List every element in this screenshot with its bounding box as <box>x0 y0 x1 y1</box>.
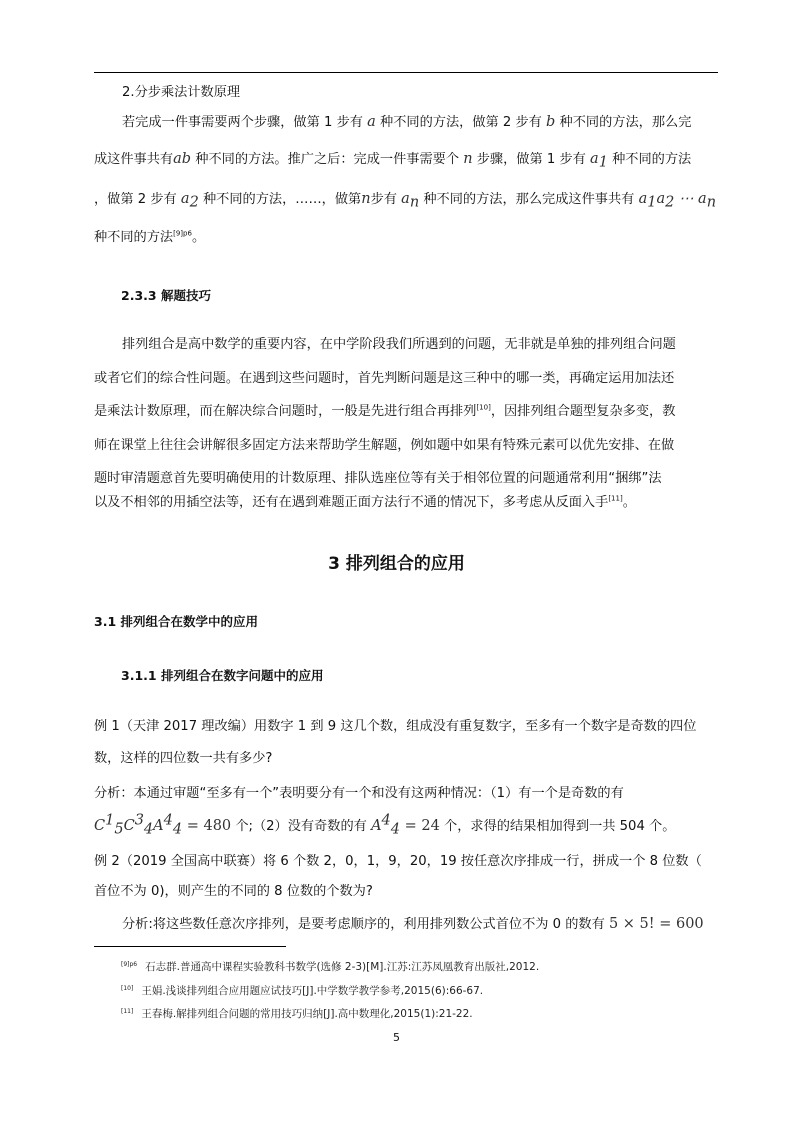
analysis-formula-line: $C^1_5C^3_4A^4_4 = 480$ 个;（2）没有奇数的有 $A^4_4 = 24$ 个，求得的结果相加得到一共 504 个。 <box>94 812 676 838</box>
paragraph-line: 题时审清题意首先要明确使用的计数原理、排队选座位等有关于相邻位置的问题通常利用“捆绑”法 <box>94 471 662 486</box>
analysis-line: 分析：本通过审题“至多有一个”表明要分有一个和没有这两种情况：（1）有一个是奇数的有 <box>94 786 624 801</box>
citation-ref: [10] <box>476 403 491 412</box>
footnote-rule <box>94 946 286 947</box>
subsection-heading: 2.3.3 解题技巧 <box>121 288 211 303</box>
example-line: 数，这样的四位数一共有多少? <box>94 751 273 766</box>
footnote: $^{[9]p6}$ 石志群.普通高中课程实验教科书数学(选修 2-3)[M].江苏:江苏凤凰教育出版社,2012. <box>121 960 540 973</box>
citation-ref: [11] <box>608 494 623 503</box>
page-number: 5 <box>393 1031 400 1044</box>
chapter-heading: 3 排列组合的应用 <box>328 554 465 574</box>
paragraph-line: 排列组合是高中数学的重要内容，在中学阶段我们所遇到的问题，无非就是单独的排列组合问题 <box>122 337 676 352</box>
paragraph-line: 种不同的方法$^{[9]p6}$。 <box>94 229 206 245</box>
section-heading: 3.1 排列组合在数学中的应用 <box>94 614 258 629</box>
subsection-heading: 3.1.1 排列组合在数字问题中的应用 <box>121 668 324 683</box>
example-line: 例 1（天津 2017 理改编）用数字 1 到 9 这几个数，组成没有重复数字，至多有一个数字是奇数的四位 <box>94 719 697 734</box>
footnote: [10] 王娟.浅谈排列组合应用题应试技巧[J].中学数学教学参考,2015(6):66-67. <box>121 984 484 997</box>
paragraph-line: 若完成一件事需要两个步骤，做第 1 步有 a 种不同的方法，做第 2 步有 b 种不同的方法，那么完 <box>122 114 692 130</box>
header-rule <box>94 72 718 73</box>
example-line: 首位不为 0)，则产生的不同的 8 位数的个数为? <box>94 884 373 899</box>
example-line: 例 2（2019 全国高中联赛）将 6 个数 2，0，1，9，20，19 按任意次序排成一行，拼成一个 8 位数（ <box>94 854 702 869</box>
footnote: [11] 王春梅.解排列组合问题的常用技巧归纳[J].高中数理化,2015(1):21-22. <box>121 1007 473 1020</box>
subsection-title: 2.分步乘法计数原理 <box>122 85 241 100</box>
paragraph-line: 师在课堂上往往会讲解很多固定方法来帮助学生解题，例如题中如果有特殊元素可以优先安排、在做 <box>94 438 675 453</box>
paragraph-line: 是乘法计数原理，而在解决综合问题时，一般是先进行组合再排列[10]，因排列组合题型复杂多变，教 <box>94 403 676 419</box>
paragraph-line: 成这件事共有ab 种不同的方法。推广之后：完成一件事需要个 n 步骤，做第 1 步有 $a_1$ 种不同的方法 <box>94 151 692 171</box>
paragraph-line: ，做第 2 步有 $a_2$ 种不同的方法，……，做第n步有 $a_n$ 种不同的方法，那么完成这件事共有 $a_1a_2$ ⋯ $a_n$ <box>94 191 717 211</box>
analysis-line: 分析:将这些数任意次序排列，是要考虑顺序的，利用排列数公式首位不为 0 的数有 5 × 5! = 600 <box>122 916 704 932</box>
paragraph-line: 以及不相邻的用插空法等，还有在遇到难题正面方法行不通的情况下，多考虑从反面入手[11]。 <box>94 494 636 510</box>
paragraph-line: 或者它们的综合性问题。在遇到这些问题时，首先判断问题是这三种中的哪一类，再确定运用加法还 <box>94 371 675 386</box>
citation-ref: [9]p6 <box>173 229 192 238</box>
